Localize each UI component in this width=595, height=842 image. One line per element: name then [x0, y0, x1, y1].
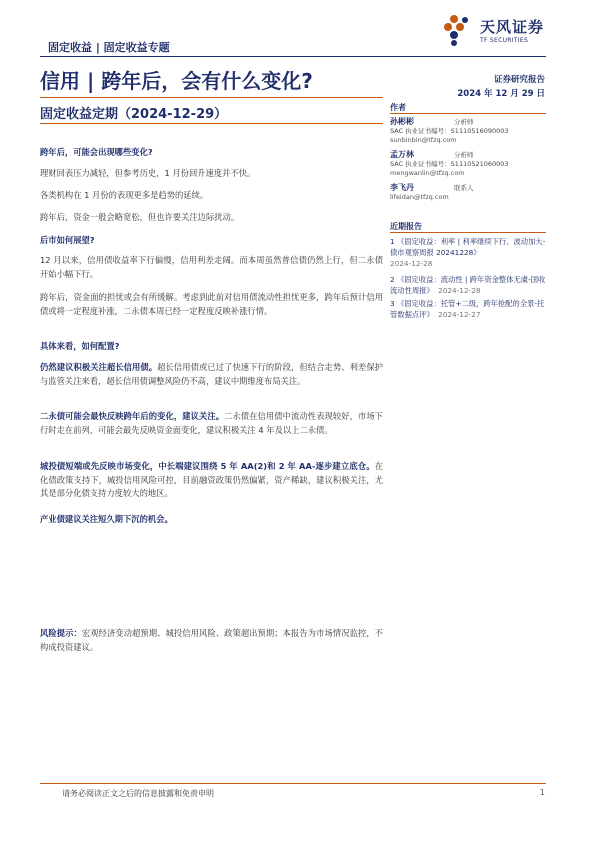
- recent-divider: [390, 232, 546, 233]
- paragraph-text: 在化债政策支持下，城投信用风险可控，目前融资政策仍然偏紧，资产稀缺，建议积极关注，尤其是部分化债支持力度较大的地区。: [40, 461, 383, 498]
- recent-report-date: 2024-12-28: [438, 286, 481, 295]
- author-license: SAC 执业证书编号：S1110516090003: [390, 127, 509, 135]
- author-email[interactable]: mengwanlin@tfzq.com: [390, 169, 465, 177]
- paragraph-lead: 二永债可能会最快反映跨年后的变化，建议关注。: [40, 411, 225, 421]
- paragraph-lead: 产业债建议关注短久期下沉的机会。: [40, 514, 173, 524]
- author-block: [390, 150, 546, 178]
- author-name: 孟万林: [390, 150, 414, 159]
- recent-report-item[interactable]: [390, 236, 546, 269]
- authors-divider: [390, 113, 546, 114]
- author-role: 分析师: [454, 118, 474, 126]
- recent-report-date: 2024-12-28: [390, 259, 433, 268]
- page-title: 信用 | 跨年后，会有什么变化?: [40, 69, 313, 93]
- recent-report-date: 2024-12-27: [438, 310, 481, 319]
- report-category: 固定收益 | 固定收益专题: [48, 41, 170, 54]
- body-paragraph: 各类机构在 1 月份的表现更多是趋势的延续。: [40, 190, 209, 200]
- body-paragraph: [40, 460, 383, 501]
- subtitle-divider: [40, 123, 383, 124]
- author-role: 联系人: [454, 184, 474, 192]
- body-paragraph: 跨年后，资金一般会略宽松，但也许要关注边际扰动。: [40, 212, 240, 222]
- body-paragraph: 12 月以来，信用债收益率下行偏慢，信用利差走阔。而本周虽然普信债仍然上行，但二永债开始小幅下行。: [40, 255, 383, 279]
- paragraph-text: 二永债在信用债中流动性表现较好，市场下行时走在前列，可能会最先反映资金面变化，建议积极关注 4 年及以上二永债。: [40, 411, 383, 435]
- author-license: SAC 执业证书编号：S1110521060003: [390, 160, 509, 168]
- author-name: 李飞丹: [390, 183, 414, 192]
- author-block: [390, 183, 546, 202]
- body-paragraph: [40, 410, 383, 437]
- page-number: 1: [539, 788, 545, 797]
- body-paragraph: 跨年后，资金面的担忧或会有所缓解。考虑到此前对信用债流动性担忧更多，跨年后预计信用债或将一定程度补涨，二永债本周已经一定程度反映补涨行情。: [40, 292, 383, 316]
- body-paragraph: 理财回表压力减轻，但参考历史，1 月份回升速度并不快。: [40, 168, 256, 178]
- footer-disclaimer: 请务必阅读正文之后的信息披露和免责申明: [62, 789, 214, 798]
- author-name: 孙彬彬: [390, 117, 414, 126]
- paragraph-text: 超长信用债或已过了快速下行的阶段，但结合走势、利差保护与监管关注来看，超长信用债调整风险仍不高，建议中期维度布局关注。: [40, 362, 383, 386]
- title-divider: [40, 97, 383, 98]
- paragraph-lead: 城投债短端或先反映市场变化，中长端建议围绕 5 年 AA(2)和 2 年 AA-逐步建立底仓。: [40, 461, 375, 471]
- author-email[interactable]: lifeidan@tfzq.com: [390, 193, 449, 201]
- paragraph-lead: 仍然建议积极关注超长信用债。: [40, 362, 158, 372]
- body-paragraph: [40, 513, 383, 527]
- question-heading: 跨年后，可能会出现哪些变化?: [40, 147, 153, 157]
- question-heading: 具体来看，如何配置?: [40, 341, 120, 351]
- logo-subtext: TF SECURITIES: [480, 37, 529, 44]
- risk-label: 风险提示：: [40, 628, 82, 638]
- recent-report-title[interactable]: 1 《固定收益：利率 | 利率继续下行、波动加大-债市观察周报 20241228》: [390, 237, 546, 257]
- page-subtitle: 固定收益定期（2024-12-29）: [40, 107, 228, 122]
- report-date: 2024 年 12 月 29 日: [457, 89, 545, 99]
- recent-report-item[interactable]: [390, 274, 546, 296]
- risk-text: 宏观经济变动超预期、城投信用风险、政策超出预期；本报告为市场情况监控，不构成投资建议。: [40, 628, 383, 652]
- risk-warning: [40, 627, 383, 654]
- author-role: 分析师: [454, 151, 474, 159]
- footer-divider: [40, 783, 546, 784]
- author-block: [390, 117, 546, 145]
- authors-heading: 作者: [390, 103, 406, 112]
- logo-text: 天风证券: [480, 18, 545, 36]
- report-type: 证券研究报告: [493, 75, 545, 85]
- author-email[interactable]: sunbinbin@tfzq.com: [390, 136, 457, 144]
- body-paragraph: [40, 361, 383, 388]
- recent-report-title[interactable]: 3 《固定收益：托管+二级，跨年抢配的全景-托管数据点评》: [390, 299, 545, 319]
- recent-heading: 近期报告: [390, 222, 422, 231]
- recent-report-item[interactable]: [390, 298, 546, 320]
- header-divider: [40, 56, 546, 57]
- recent-report-title[interactable]: 2 《固定收益：流动性 | 跨年资金整体无虞-国收流动性周报》: [390, 275, 546, 295]
- question-heading: 后市如何展望?: [40, 235, 95, 245]
